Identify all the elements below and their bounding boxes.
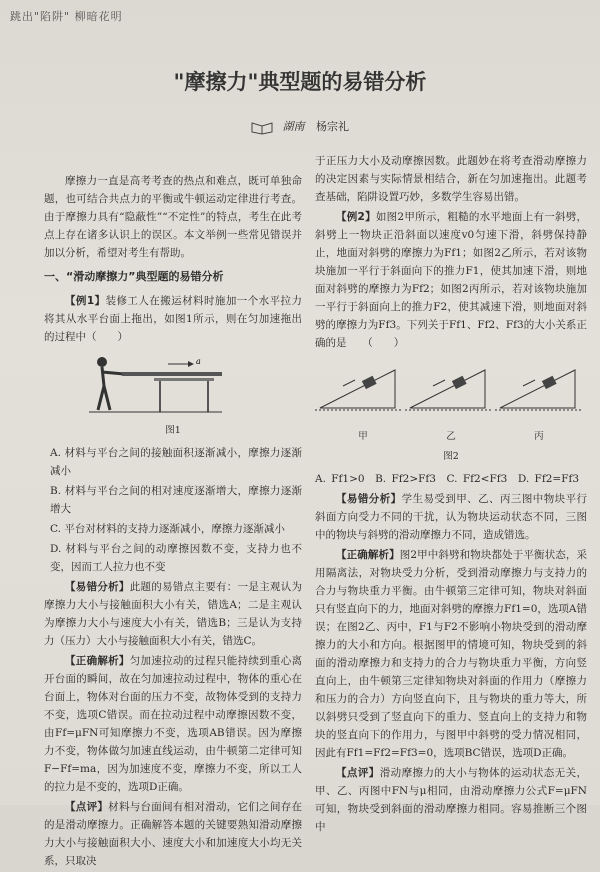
mistake-tag-1: 【易错分析】 bbox=[65, 581, 130, 593]
intro-paragraph: 摩擦力一直是高考考查的热点和难点，既可单独命题，也可结合共点力的平衡或牛顿运动定律进行考查。由于摩擦力具有“隐蔽性”“不定性”的特点，考生在此考点上存在诸多认识上的误区。本文举例一些常见错误并加以分析，希望对考生有帮助。 bbox=[44, 175, 302, 259]
comment-tag-2: 【点评】 bbox=[336, 767, 380, 779]
right-column bbox=[315, 152, 587, 838]
option-a: A. 材料与平台之间的接触面积逐渐减小，摩擦力逐渐减小 bbox=[50, 447, 302, 477]
label-bing: 丙 bbox=[534, 431, 544, 442]
example2-text: 如图2甲所示，粗糙的水平地面上有一斜劈，斜劈上一物块正沿斜面以速度v0匀速下滑，斜劈保持静止，地面对斜劈的摩擦力为Ff1；如图2乙所示，若对该物块施加一平行于斜面向下的推力F1，使其加速下滑，则地面对斜劈的摩擦力为Ff2；如图2丙所示，若对该物块施加一平行于斜面向上的推力F2，使其减速下滑，则地面对斜劈的摩擦力为Ff3。下列关于Ff1、Ff2、Ff3的大小关系正确的是 （ ） bbox=[315, 211, 587, 349]
left-column bbox=[44, 172, 302, 872]
comment-tag-1: 【点评】 bbox=[65, 801, 109, 813]
option-d: D. 材料与平台之间的动摩擦因数不变，支持力也不变，因而工人拉力也不变 bbox=[50, 543, 302, 573]
author-line bbox=[0, 118, 600, 134]
figure2-caption: 图2 bbox=[443, 451, 459, 462]
book-icon bbox=[251, 120, 273, 134]
incline-yi bbox=[405, 370, 491, 410]
label-jia: 甲 bbox=[358, 431, 368, 442]
running-header: 跳出"陷阱" 柳暗花明 bbox=[10, 10, 123, 23]
option-c: C. 平台对材料的支持力逐渐减小，摩擦力逐渐减小 bbox=[50, 523, 285, 535]
solution-tag-1: 【正确解析】 bbox=[65, 655, 130, 667]
solution-tag-2: 【正确解析】 bbox=[336, 549, 400, 561]
section-heading: 一、“滑动摩擦力”典型题的易错分析 bbox=[44, 270, 224, 283]
figure1-worker-drawing bbox=[84, 352, 224, 414]
example2 bbox=[315, 208, 587, 352]
example2-choices: A. Ff1>0 B. Ff2>Ff3 C. Ff2<Ff3 D. Ff2=Ff3 bbox=[315, 473, 580, 485]
figure2-inclines bbox=[315, 358, 587, 418]
mistake-analysis-2 bbox=[315, 490, 587, 544]
solution-text-1: 匀加速拉动的过程只能持续到重心离开台面的瞬间，故在匀加速拉动过程中，物体的重心在台面上，物体对台面的压力不变，故物体受到的支持力不变，选项C错误。而在拉动过程中动摩擦因数不变，由Ff=μFN可知摩擦力不变，选项AB错误。因为摩擦力不变，物体做匀加速直线运动，由牛顿第二定律可知F−Ff=ma，因为加速度不变，摩擦力不变，所以工人的拉力是不变的，选项D正确。 bbox=[44, 655, 303, 793]
mistake-text-2: 学生易受到甲、乙、丙三图中物块平行斜面方向受力不同的干扰，认为物块运动状态不同，三图中的物块与斜劈的滑动摩擦力不同，造成错选。 bbox=[315, 493, 588, 541]
author-province: 湖南 bbox=[282, 120, 305, 133]
label-yi: 乙 bbox=[446, 431, 456, 442]
comment-text-1: 材料与台面间有相对滑动，它们之间存在的是滑动摩擦力。正确解答本题的关键要熟知滑动摩擦力大小与接触面积大小、速度大小和加速度大小均无关系，只取决 bbox=[44, 801, 303, 867]
incline-bing bbox=[495, 370, 583, 410]
mistake-text-1: 此题的易错点主要有：一是主观认为摩擦力大小与接触面积大小有关，错选A；二是主观认为摩擦力大小与速度大小有关，错选B；三是认为支持力（压力）大小与接触面积大小有关，错选C。 bbox=[44, 581, 303, 647]
example1-tag: 【例1】 bbox=[65, 295, 106, 307]
mistake-tag-2: 【易错分析】 bbox=[336, 493, 402, 505]
solution-2 bbox=[315, 546, 587, 762]
author-name: 杨宗礼 bbox=[316, 120, 349, 133]
comment-text-2: 滑动摩擦力的大小与物体的运动状态无关，甲、乙、丙图中FN与μ相同，由滑动摩擦力公式F=μFN可知，物块受到斜面的滑动摩擦力相同。容易推断三个图中 bbox=[315, 767, 588, 833]
solution-text-2: 图2甲中斜劈和物块都处于平衡状态，采用隔离法，对物块受力分析，受到滑动摩擦力与支持力的合力与物块重力平衡。由牛顿第三定律可知，物块对斜面只有竖直向下的力，地面对斜劈的摩擦力Ff1=0，选项A错误；在图2乙、丙中，F1与F2不影响小物块受到的滑动摩擦力的大小和方向。根据图甲的情境可知，物块受到的斜面的滑动摩擦力和支持力的合力与物块重力平衡，方向竖直向上，由牛顿第三定律知物块对斜面的作用力（摩擦力和压力的合力）方向竖直向下，且与物块的重力等大，所以斜劈只受到了竖直向下的重力、竖直向上的支持力和物块的竖直向下的作用力，与图甲中斜劈的受力情况相同，因此有Ff1=Ff2=Ff3=0，选项BC错误，选项D正确。 bbox=[315, 549, 587, 759]
incline-jia bbox=[315, 370, 401, 410]
svg-text:a: a bbox=[196, 357, 201, 366]
example1-text: 装修工人在搬运材料时施加一个水平拉力将其从水平台面上拖出，如图1所示，则在匀加速拖出的过程中（ ） bbox=[44, 295, 302, 343]
option-b: B. 材料与平台之间的相对速度逐渐增大，摩擦力逐渐增大 bbox=[50, 485, 302, 515]
figure1-caption: 图1 bbox=[165, 425, 181, 436]
figure2-labels bbox=[319, 424, 587, 446]
solution-1 bbox=[44, 652, 302, 796]
continuation-paragraph: 于正压力大小及动摩擦因数。此题妙在将考查滑动摩擦力的决定因素与实际情景相结合，新在匀加速拖出。此题考查基础，陷阱设置巧妙，多数学生容易出错。 bbox=[315, 155, 587, 203]
mistake-analysis-1 bbox=[44, 578, 302, 650]
comment-2 bbox=[315, 764, 587, 836]
article-title: "摩擦力"典型题的易错分析 bbox=[173, 70, 427, 94]
example2-tag: 【例2】 bbox=[336, 211, 376, 223]
comment-1 bbox=[44, 798, 302, 870]
example1 bbox=[44, 292, 302, 346]
